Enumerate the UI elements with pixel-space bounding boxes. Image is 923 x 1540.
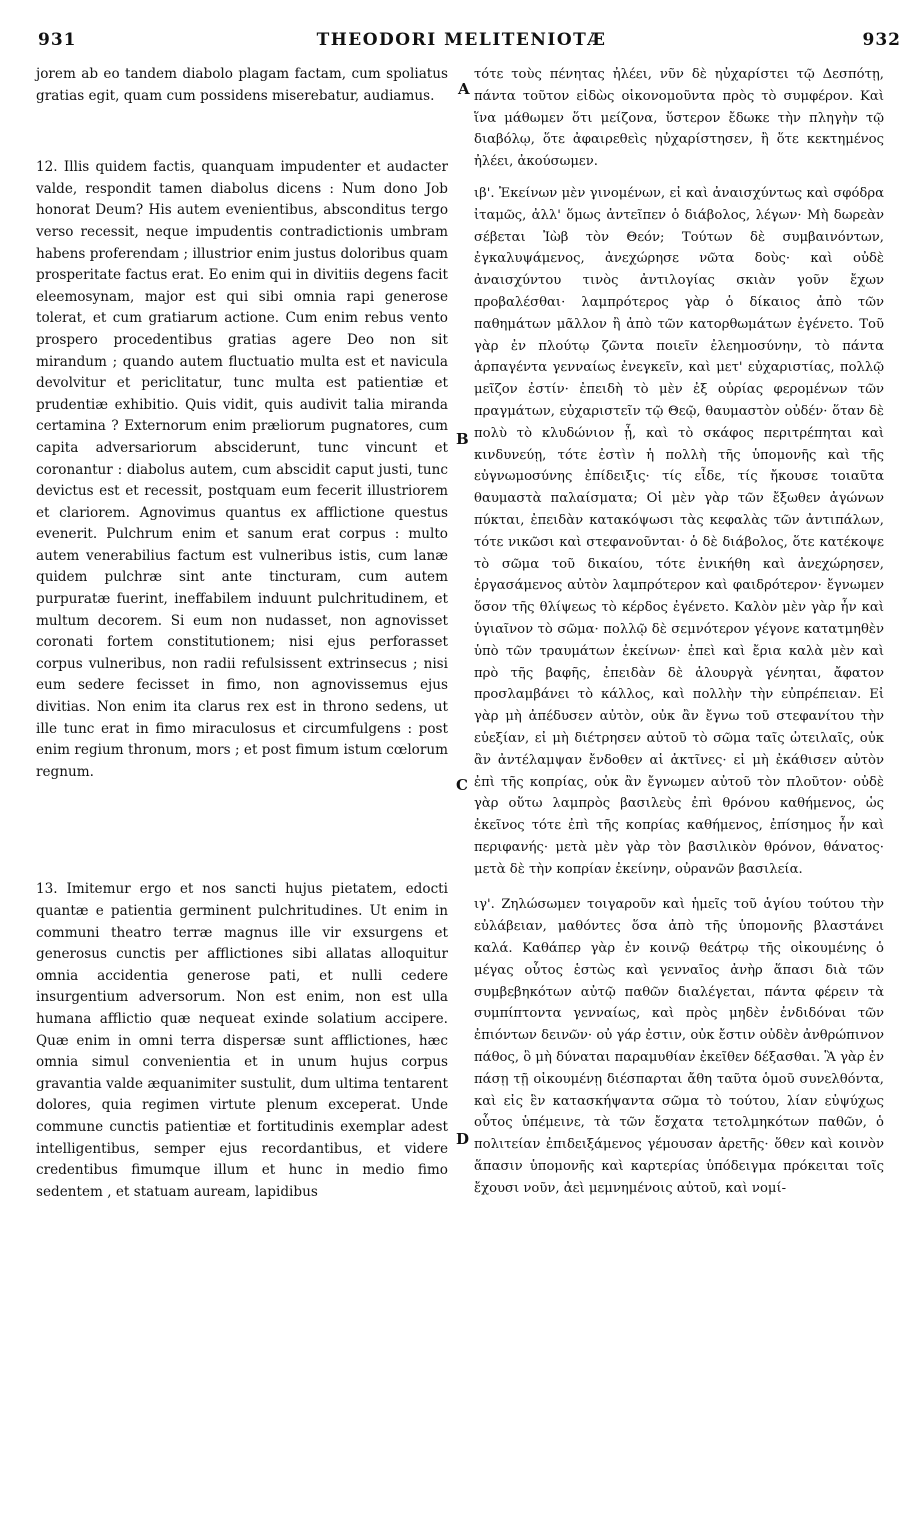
page-number-right: 932 [862, 30, 901, 50]
margin-letter-d: D [456, 1130, 470, 1148]
page-header [0, 30, 923, 60]
latin-paragraph-1: jorem ab eo tandem diabolo plagam factam, cum spoliatus gratias egit, quam cum possidens miserebatur, audiamus. [36, 66, 448, 104]
greek-paragraph-1: τότε τοὺς πένητας ἠλέει, νῦν δὲ ηὐχαρίστει τῷ Δεσπότῃ, πάντα τοῦτον εἰδὼς οἰκονομοῦντα πρὸς τὸ συμφέρον. Καὶ ἵνα μάθωμεν ὅτι μείζονα, ὕστερον ἔδωκε τὴν πληγὴν τῷ διαβόλῳ, ὅτε ἀφαιρεθεὶς ηὐχαρίστησεν, ἢ ὅτε κεκτημένος ἠλέει, ἀκούσωμεν. [474, 67, 884, 170]
greek-column [474, 64, 884, 1200]
page-number-left: 931 [38, 30, 77, 50]
margin-letter-c: C [456, 776, 468, 794]
greek-paragraph-12: ιβ'. Ἐκείνων μὲν γινομένων, εἰ καὶ ἀναισχύντως καὶ σφόδρα ἰταμῶς, ἀλλ' ὅμως ἀντεῖπεν ὁ διάβολος, λέγων· Μὴ δωρεὰν σέβεται Ἰὼβ τὸν Θεόν; Τούτων δὲ συμβαινόντων, ἐγκαλυψάμενος, ἀνεχώρησε νῶτα δοὺς· καὶ οὐδὲ ἀναισχύντου τινὸς ἀντιλογίας σκιὰν γοῦν ἔχων προβαλέσθαι· λαμπρότερος γὰρ ὁ δίκαιος ἀπὸ τῶν παθημάτων μᾶλλον ἢ ἀπὸ τῶν κατορθωμάτων ἐγένετο. Τοῦ γὰρ ἐν πλούτῳ ζῶντα ποιεῖν ἐλεημοσύνην, τὸ πάντα ἁρπαγέντα γενναίως ἐνεγκεῖν, καὶ μετ' εὐχαριστίας, πολλῷ μεῖζον ἐστίν· ἐπειδὴ τὸ μὲν ἐξ οὐρίας φερομένων τῶν πραγμάτων, εὐχαριστεῖν τῷ Θεῷ, θαυμαστὸν οὐδέν· ὅταν δὲ πολὺ τὸ κλυδώνιον ᾖ, καὶ τὸ σκάφος περιτρέπηται καὶ κινδυνεύῃ, τότε ἐστὶν ἡ πολλὴ τῆς ὑπομονῆς καὶ τῆς εὐγνωμοσύνης ἐπίδειξις· τίς εἶδε, τίς ἤκουσε τοιαῦτα θαυμαστὰ παλαίσματα; Οἱ μὲν γὰρ τῶν ἔξωθεν ἀγώνων πύκται, ἐπειδὰν κατακόψωσι τὰς κεφαλὰς τῶν ἀντιπάλων, τότε νικῶσι καὶ στεφανοῦνται· ὁ δὲ διάβολος, ὅτε κατέκοψε τὸ σῶμα τοῦ δικαίου, τότε ἐνικήθη καὶ ἀνεχώρησεν, ἐργασάμενος αὐτὸν λαμπρότερον καὶ φαιδρότερον· ἔγνωμεν ὅσον τῆς θλίψεως τὸ κέρδος ἐγένετο. Καλὸν μὲν γὰρ ἦν καὶ ὑγιαῖνον τὸ σῶμα· πολλῷ δὲ σεμνότερον γέγονε κατατμηθὲν ὑπὸ τῶν τραυμάτων ἐκείνων· ἐπεὶ καὶ ἔρια καλὰ μὲν καὶ πρὸ τῆς βαφῆς, ἐπειδὰν δὲ ἁλουργὰ γένηται, ἄφατον προσλαμβάνει τὸ κάλλος, καὶ πολλὴν τὴν εὐπρέπειαν. Εἰ γὰρ μὴ ἀπέδυσεν αὐτὸν, οὐκ ἂν ἔγνω τοῦ στεφανίτου τὴν εὐεξίαν, εἰ μὴ διέτρησεν αὐτοῦ τὸ σῶμα ταῖς ὠτειλαῖς, οὐκ ἂν ἀντέλαμψαν ἔνδοθεν αἱ ἀκτῖνες· εἰ μὴ ἐκάθισεν αὐτὸν ἐπὶ τῆς κοπρίας, οὐκ ἂν ἔγνωμεν αὐτοῦ τὸν πλοῦτον· οὐδὲ γὰρ οὕτω λαμπρὸς βασιλεὺς ἐπὶ θρόνου καθήμενος, ὡς ἐκεῖνος τότε ἐπὶ τῆς κοπρίας καθήμενος, ἐπίσημος ἦν καὶ περιφανής· μετὰ μὲν γὰρ τὸν βασιλικὸν θρόνον, θάνατος· μετὰ δὲ τὴν κοπρίαν ἐκείνην, οὐρανῶν βασιλεία. [474, 185, 884, 877]
latin-column [36, 64, 448, 1203]
latin-paragraph-13: 13. Imitemur ergo et nos sancti hujus pietatem, edocti quantæ e patientia germinent pulchritudines. Ut enim in communi theatro terræ magnus ille vir exsurgens et generosus cunctis per afflictiones sibi allatas alloquitur omnia accidentia generose pati, et nulli cedere insurgentium adversorum. Non est enim, non est ulla humana afflictio quæ nequeat exinde solatium accipere. Quæ enim in omni terra dispersæ sunt afflictiones, hæc omnia simul convenientia et in unum hujus corpus gravantia valde æquanimiter sustulit, dum ultima tentarent dolores, quia regimen virtute plenum exceperat. Unde commune cunctis patientiæ et fortitudinis exemplar adest intelligentibus, semper ejus recordantibus, et videre credentibus fimumque illum et hunc in medio fimo sedentem , et statuam auream, lapidibus [36, 881, 448, 1200]
running-title: THEODORI MELITENIOTÆ [316, 30, 607, 50]
margin-letter-b: B [456, 430, 469, 448]
latin-paragraph-12: 12. Illis quidem factis, quanquam impudenter et audacter valde, respondit tamen diabolus dicens : Num dono Job honorat Deum? His autem evenientibus, absconditus tergo verso recessit, neque impudentis contradictionis umbram habens proferendam ; illustrior enim justus doloribus quam prosperitate factus erat. Eo enim qui in divitiis degens facit eleemosynam, major est qui sibi omnia rapi generose tolerat, et cum gratiarum actione. Cum enim rebus vento prospero procedentibus gratias agere Deo non sit mirandum ; quando autem fluctuatio multa est et navicula devolvitur et periclitatur, tunc multa est patientiæ et prudentiæ exhibitio. Quis vidit, quis audivit talia miranda certamina ? Externorum enim præliorum pugnatores, cum capita adversariorum absciderunt, tunc vincunt et coronantur : diabolus autem, cum abscidit caput justi, tunc devictus est et recessit, postquam eum fecerit illustriorem et clariorem. Agnovimus quantus ex afflictione questus evenerit. Pulchrum enim et sanum erat corpus : multo autem venerabilius factum est vulneribus istis, cum lanæ quidem pulchræ sint ante tincturam, cum autem purpuratæ fuerint, ineffabilem induunt pulchritudinem, et multum decorem. Si eum non nudasset, non agnovisset coronati fortem constitutionem; nisi ejus perforasset corpus vulneribus, non radii refulsissent extrinsecus ; nisi eum sedere fecisset in fimo, non agnovissemus ejus divitias. Non enim ita clarus rex est in throno sedens, ut ille tunc erat in fimo miraculosus et circumfulgens : post enim regium thronum, mors ; et post fimum istum cœlorum regnum. [36, 159, 448, 780]
greek-paragraph-13: ιγ'. Ζηλώσωμεν τοιγαροῦν καὶ ἡμεῖς τοῦ ἁγίου τούτου τὴν εὐλάβειαν, μαθόντες ὅσα ἀπὸ τῆς ὑπομονῆς βλαστάνει καλά. Καθάπερ γὰρ ἐν κοινῷ θεάτρῳ τῆς οἰκουμένης ὁ μέγας οὗτος ἑστὼς καὶ γενναῖος ἀνὴρ ἅπασι διὰ τῶν συμβεβηκότων αὐτῷ παθῶν διαλέγεται, πάντα φέρειν τὰ συμπίπτοντα γενναίως, καὶ πρὸς μηδὲν ἐνδιδόναι τῶν ἐπιόντων δεινῶν· οὐ γάρ ἐστιν, οὐκ ἔστιν οὐδὲν ἀνθρώπινον πάθος, ὃ μὴ δύναται παραμυθίαν ἐκεῖθεν δέξασθαι. Ἃ γὰρ ἐν πάσῃ τῇ οἰκουμένῃ διέσπαρται ἄθη ταῦτα ὁμοῦ συνελθόντα, καὶ εἰς ἓν κατασκήψαντα σῶμα τὸ τούτου, λίαν εὐψύχως οὗτος ὑπέμεινε, τὰ τῶν ἔσχατα τετολμηκότων παθῶν, ὁ πολιτείαν ἐπιδειξάμενος γέμουσαν ἀρετῆς· ὅθεν καὶ κοινὸν ἅπασιν ὑπομονῆς καὶ καρτερίας ὑπόδειγμα πρόκειται τοῖς ἔχουσι νοῦν, ἀεὶ μεμνημένοις αὐτοῦ, καὶ νομί- [474, 897, 884, 1196]
margin-letter-a: A [458, 80, 470, 98]
